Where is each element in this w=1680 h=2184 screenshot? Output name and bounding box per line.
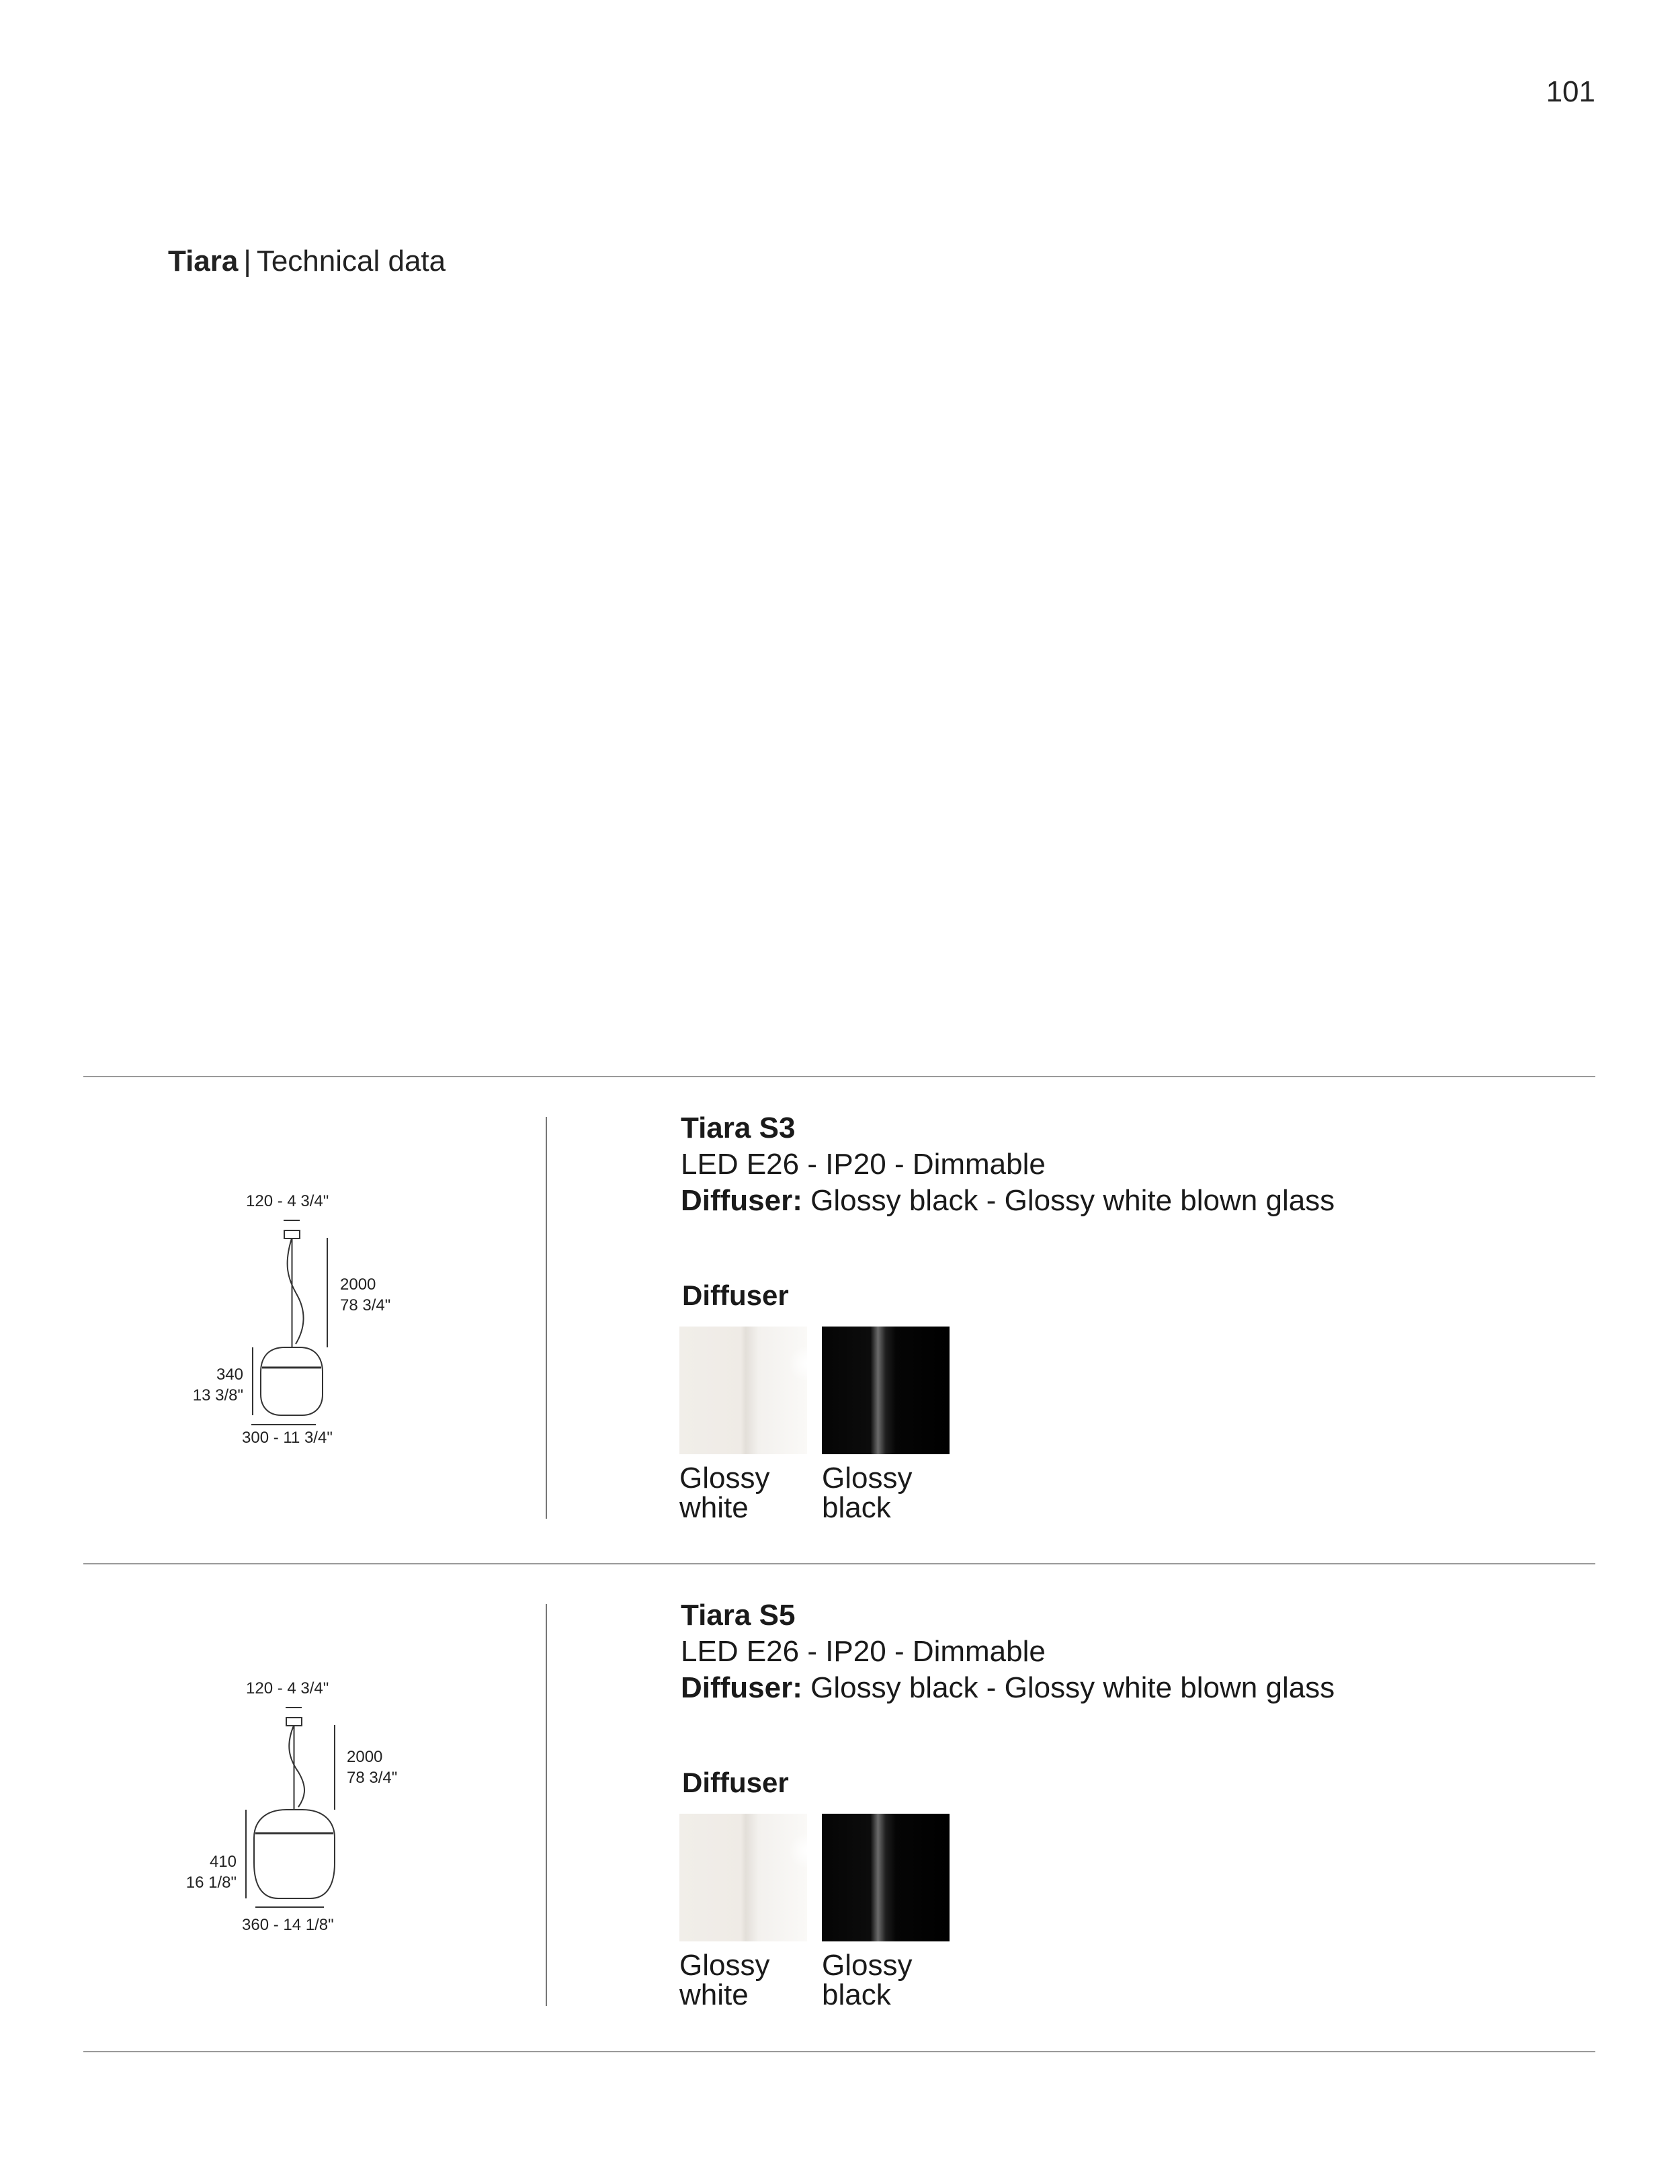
diffuser-spec-value: Glossy black - Glossy white blown glass xyxy=(802,1184,1335,1217)
swatch-glossy-black xyxy=(822,1327,950,1454)
product-tiara-s5 xyxy=(0,1564,1680,2051)
diffuser-spec-value: Glossy black - Glossy white blown glass xyxy=(802,1671,1335,1704)
swatch-glossy-black xyxy=(822,1814,950,1941)
product-title: Tiara S3 xyxy=(681,1111,796,1144)
cable-length-mm: 2000 xyxy=(340,1275,376,1294)
swatch-glossy-white xyxy=(679,1814,807,1941)
header-subtitle: Technical data xyxy=(256,245,446,278)
body-width-dimension: 360 - 14 1/8" xyxy=(242,1916,334,1934)
technical-drawing xyxy=(134,1564,470,2051)
body-width-dimension: 300 - 11 3/4" xyxy=(242,1429,333,1447)
canopy-dimension: 120 - 4 3/4" xyxy=(246,1679,329,1697)
section-divider-bottom xyxy=(83,2051,1595,2052)
product-spec: LED E26 - IP20 - Dimmable xyxy=(681,1635,1046,1668)
body-height-mm: 410 xyxy=(209,1853,237,1871)
cable-length-mm: 2000 xyxy=(347,1748,383,1766)
diffuser-spec-label: Diffuser: xyxy=(681,1184,802,1217)
product-title: Tiara S5 xyxy=(681,1599,796,1632)
column-divider xyxy=(546,1604,547,2006)
canopy-dimension: 120 - 4 3/4" xyxy=(246,1192,329,1210)
swatch-label-glossy-black: Glossy black xyxy=(822,1462,913,1524)
pendant-lamp-drawing xyxy=(134,1564,470,2051)
body-height-inches: 13 3/8" xyxy=(192,1386,243,1404)
product-spec: LED E26 - IP20 - Dimmable xyxy=(681,1148,1046,1181)
swatch-label-glossy-black: Glossy black xyxy=(822,1949,913,2011)
diffuser-spec-label: Diffuser: xyxy=(681,1671,802,1704)
product-diffuser-line xyxy=(681,1183,1554,1219)
product-info xyxy=(681,1110,1554,1219)
swatch-glossy-white xyxy=(679,1327,807,1454)
page-header xyxy=(168,245,446,278)
swatch-label-glossy-white: Glossy white xyxy=(679,1462,770,1524)
technical-drawing xyxy=(134,1077,470,1564)
diffuser-section-label: Diffuser xyxy=(682,1279,789,1311)
column-divider xyxy=(546,1117,547,1519)
cable-length-inches: 78 3/4" xyxy=(340,1296,391,1314)
product-info xyxy=(681,1597,1554,1706)
page-number: 101 xyxy=(1546,75,1595,108)
pendant-lamp-drawing xyxy=(134,1077,470,1564)
header-separator: | xyxy=(243,245,251,278)
header-product-name: Tiara xyxy=(168,245,239,278)
product-tiara-s3 xyxy=(0,1077,1680,1564)
body-height-inches: 16 1/8" xyxy=(185,1874,237,1892)
body-height-mm: 340 xyxy=(216,1366,243,1384)
swatch-label-glossy-white: Glossy white xyxy=(679,1949,770,2011)
diffuser-section-label: Diffuser xyxy=(682,1767,789,1798)
cable-length-inches: 78 3/4" xyxy=(347,1769,398,1787)
product-diffuser-line xyxy=(681,1670,1554,1706)
